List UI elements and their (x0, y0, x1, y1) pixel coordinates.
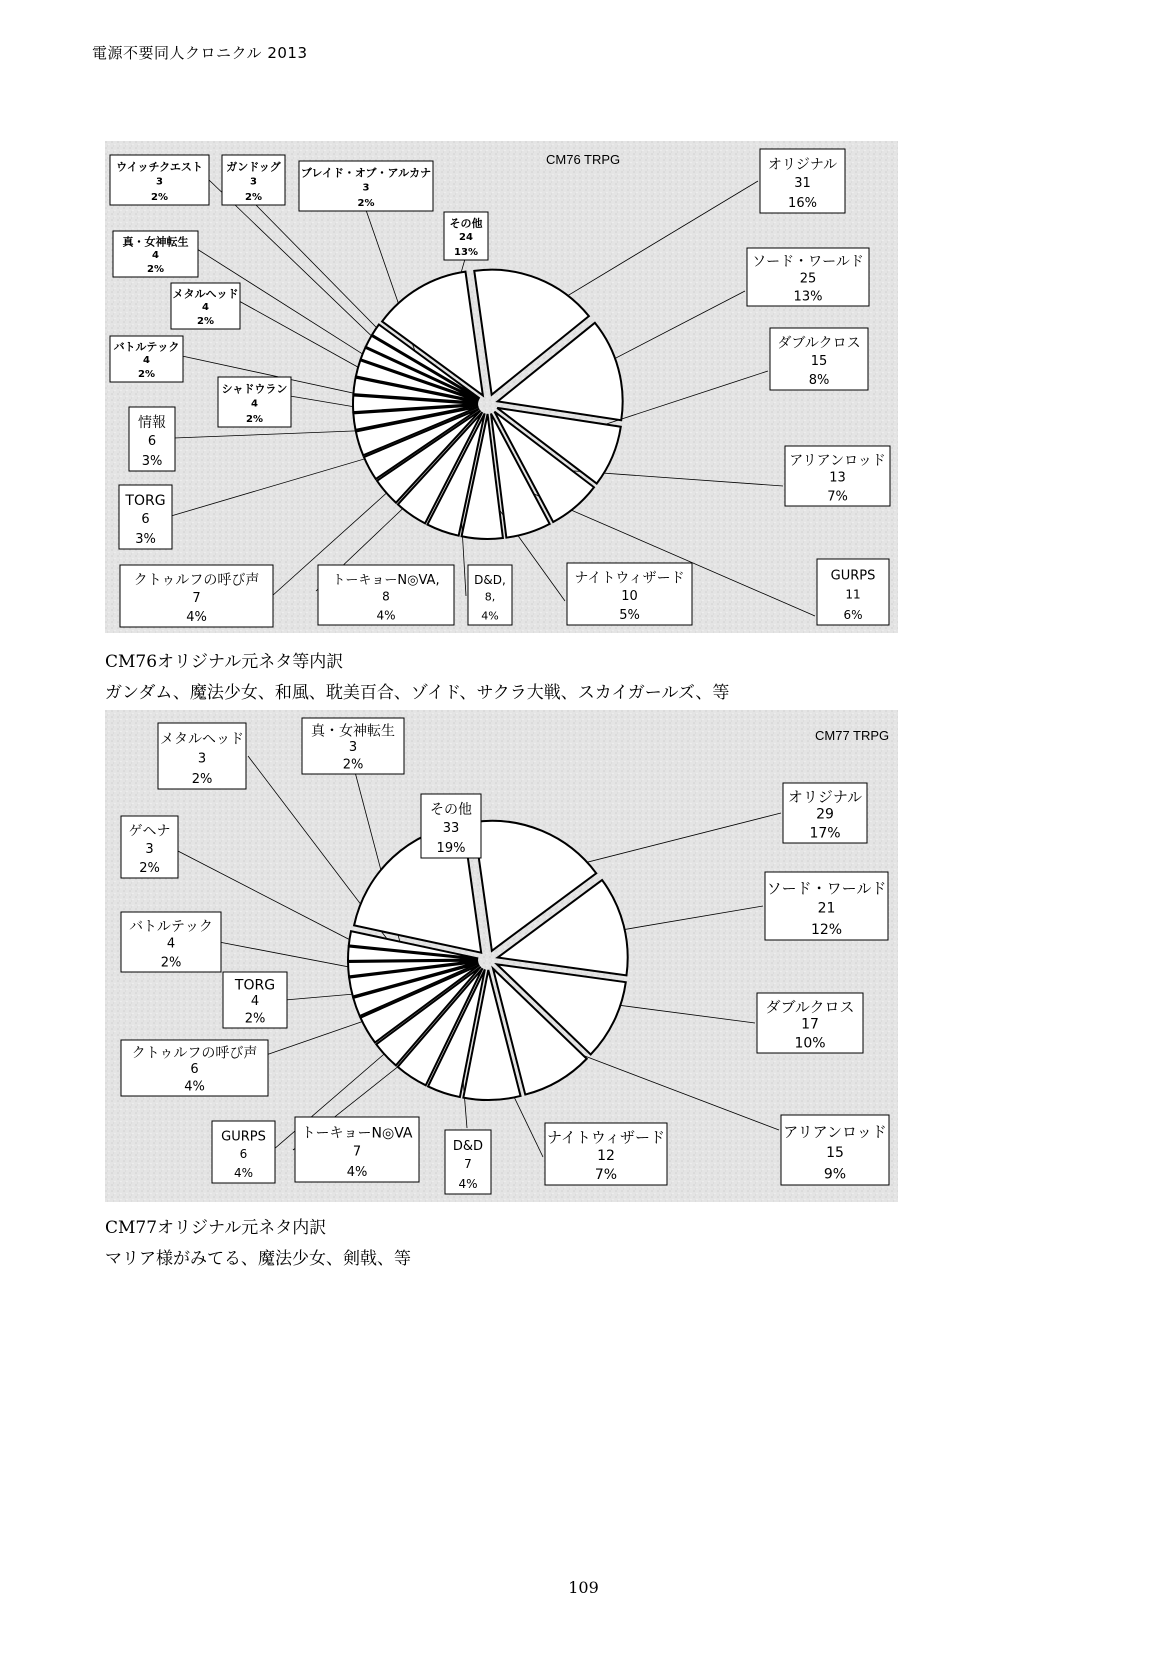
data-label-name: ガンドッグ (226, 160, 281, 174)
data-label (129, 407, 175, 471)
data-label-value: 12 (597, 1147, 615, 1164)
data-label (120, 565, 273, 627)
data-label-percent: 9% (823, 1166, 847, 1183)
data-label-percent: 2% (139, 861, 160, 877)
chart-caption-cm77: CM77オリジナル元ネタ内訳 (105, 1218, 327, 1238)
data-label (545, 1123, 667, 1185)
data-label-percent: 3% (141, 454, 163, 469)
data-label-name: シャドウラン (221, 382, 288, 396)
data-label-percent: 2% (160, 955, 182, 971)
data-label-value: 7 (352, 1144, 362, 1160)
data-label-name: GURPS (221, 1129, 266, 1145)
data-label-percent: 6% (843, 607, 863, 622)
data-label-value: 6 (190, 1062, 199, 1077)
data-label (567, 563, 692, 625)
data-label-percent: 7% (827, 489, 848, 505)
data-label-percent: 7% (594, 1167, 618, 1184)
data-label-value: 4 (143, 354, 150, 366)
data-label (817, 559, 889, 625)
data-label (785, 446, 890, 506)
data-label-value: 11 (845, 587, 861, 602)
data-label (421, 794, 481, 858)
data-label-name: 情報 (138, 415, 166, 431)
data-label-value: 6 (239, 1146, 248, 1161)
data-label-value: 4 (202, 301, 209, 313)
running-header: 電源不要同人クロニクル 2013 (92, 44, 308, 62)
data-label (318, 565, 454, 625)
data-label-name: クトゥルフの呼び声 (131, 1045, 258, 1062)
data-label-percent: 4% (346, 1164, 368, 1180)
data-label (119, 485, 172, 549)
data-label (770, 328, 868, 390)
data-label (295, 1117, 419, 1182)
data-label (158, 723, 246, 789)
data-label (222, 155, 285, 205)
data-label (113, 231, 198, 277)
data-label-value: 7 (192, 590, 201, 606)
data-label-name: ブレイド・オブ・アルカナ (300, 166, 432, 180)
data-label (445, 1130, 491, 1194)
data-label-value: 15 (810, 353, 828, 369)
data-label-percent: 2% (244, 1011, 266, 1027)
data-label-value: 4 (166, 936, 176, 952)
data-label-name: メタルヘッド (172, 287, 239, 301)
data-label (302, 718, 404, 774)
pie-chart-cm77-svg (105, 710, 898, 1202)
data-label-percent: 2% (246, 413, 263, 425)
data-label-name: ソード・ワールド (766, 879, 887, 898)
data-label-value: 4 (251, 398, 258, 410)
data-label-percent: 4% (184, 1079, 205, 1095)
data-label-value: 3 (156, 176, 163, 188)
data-label-value: 3 (362, 182, 370, 194)
data-label (299, 161, 433, 211)
data-label-percent: 10% (794, 1035, 826, 1052)
data-label-value: 25 (799, 271, 817, 287)
data-label-value: 31 (794, 176, 811, 191)
data-label-value: 17 (801, 1016, 819, 1033)
data-label-name: トーキョーN◎VA (301, 1125, 413, 1142)
data-label (444, 212, 488, 260)
data-label-percent: 2% (342, 757, 364, 773)
data-label-value: 21 (817, 900, 836, 917)
data-label (212, 1121, 275, 1183)
data-label-value: 33 (442, 821, 460, 836)
data-label-value: 3 (348, 740, 358, 755)
data-label-name: GURPS (830, 568, 876, 584)
data-label-value: 29 (816, 806, 834, 823)
data-label-name: バトルテック (113, 340, 180, 354)
data-label-value: 3 (250, 176, 257, 188)
data-label-name: ゲヘナ (128, 823, 171, 840)
data-label-percent: 2% (197, 316, 214, 328)
data-label-percent: 4% (376, 608, 396, 623)
data-label-name: その他 (430, 802, 472, 818)
pie-chart-cm76 (105, 141, 898, 633)
data-label (110, 155, 209, 205)
data-label-name: ダブルクロス (777, 335, 861, 352)
pie-chart-cm77 (105, 710, 898, 1202)
data-label-name: ナイトウィザード (546, 1128, 666, 1147)
data-label-name: トーキョーN◎VA, (332, 572, 440, 588)
data-label-name: D&D (452, 1139, 484, 1154)
data-label-value: 4 (152, 249, 159, 261)
data-label-value: 7 (464, 1157, 472, 1171)
data-label (781, 1115, 889, 1185)
data-label-percent: 2% (357, 197, 375, 209)
data-label (468, 565, 512, 625)
data-label-percent: 4% (458, 1177, 478, 1191)
data-label-percent: 4% (481, 609, 499, 623)
data-label-percent: 4% (233, 1166, 254, 1181)
data-label-value: 13 (829, 470, 846, 486)
data-label-name: アリアンロッド (783, 1122, 887, 1141)
data-label-percent: 4% (186, 610, 207, 626)
data-label (218, 377, 291, 427)
chart-caption-cm76-sources: ガンダム、魔法少女、和風、耽美百合、ゾイド、サクラ大戦、スカイガールズ、等 (105, 683, 730, 703)
data-label-name: D&D, (474, 572, 506, 587)
data-label-value: 15 (826, 1144, 844, 1161)
data-label (121, 1040, 268, 1096)
data-label (747, 248, 869, 306)
chart-title: CM76 TRPG (546, 152, 621, 167)
data-label-name: ダブルクロス (765, 997, 855, 1016)
data-label (121, 912, 221, 972)
data-label-percent: 3% (135, 532, 156, 547)
data-label (121, 816, 178, 878)
data-label-value: 24 (459, 232, 473, 243)
data-label-percent: 2% (147, 264, 164, 276)
data-label-percent: 2% (191, 771, 213, 787)
data-label-name: オリジナル (787, 787, 863, 806)
page-number: 109 (568, 1578, 599, 1597)
data-label-name: メタルヘッド (160, 731, 244, 748)
data-label-percent: 2% (151, 191, 168, 203)
data-label-value: 6 (141, 512, 150, 527)
data-label-name: ソード・ワールド (752, 254, 864, 271)
data-label-value: 3 (145, 841, 154, 857)
data-label-percent: 2% (245, 191, 262, 203)
data-label (171, 283, 240, 329)
chart-caption-cm77-sources: マリア様がみてる、魔法少女、剣戟、等 (105, 1249, 411, 1269)
data-label-name: ウイッチクエスト (116, 160, 203, 174)
data-label (783, 783, 867, 843)
data-label (760, 149, 845, 213)
data-label-name: ナイトウィザード (574, 570, 685, 587)
data-label-name: バトルテック (129, 918, 213, 935)
data-label-percent: 8% (808, 373, 830, 389)
data-label-percent: 13% (454, 247, 478, 258)
data-label (757, 993, 863, 1053)
data-label (765, 872, 888, 940)
data-label-percent: 5% (619, 608, 640, 624)
pie-chart-cm76-svg (105, 141, 898, 633)
data-label-value: 4 (250, 994, 260, 1009)
chart-caption-cm76: CM76オリジナル元ネタ等内訳 (105, 652, 344, 672)
data-label-name: 真・女神転生 (311, 723, 395, 740)
data-label-name: その他 (449, 217, 483, 230)
data-label-percent: 17% (809, 825, 841, 842)
data-label-value: 3 (197, 751, 207, 767)
data-label-percent: 12% (810, 921, 843, 938)
data-label-name: 真・女神転生 (122, 235, 189, 249)
chart-title: CM77 TRPG (815, 728, 890, 743)
data-label-name: クトゥルフの呼び声 (133, 572, 260, 589)
data-label-name: オリジナル (767, 157, 838, 173)
data-label-percent: 16% (788, 196, 817, 211)
data-label-value: 6 (147, 434, 157, 449)
data-label-value: 8, (484, 590, 496, 604)
data-label-percent: 19% (436, 841, 466, 856)
data-label-name: TORG (234, 977, 276, 994)
data-label-name: アリアンロッド (789, 452, 886, 469)
data-label (110, 336, 183, 382)
data-label-value: 8 (382, 589, 390, 604)
data-label-percent: 13% (793, 289, 823, 305)
data-label (223, 972, 287, 1028)
data-label-percent: 2% (138, 369, 155, 381)
data-label-value: 10 (621, 588, 638, 604)
data-label-name: TORG (125, 493, 166, 509)
